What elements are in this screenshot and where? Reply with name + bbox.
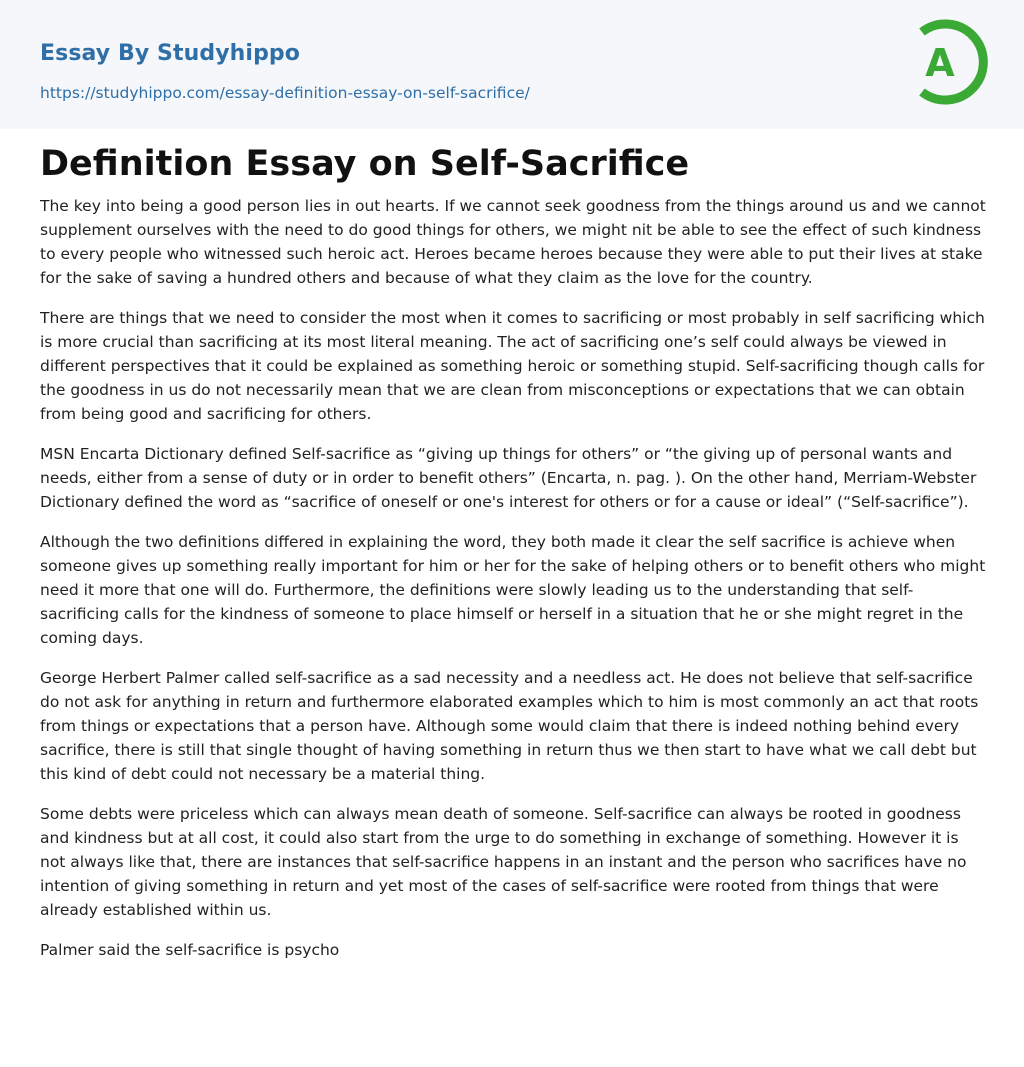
site-brand[interactable]: Essay By Studyhippo (40, 41, 300, 66)
essay-paragraph: Some debts were priceless which can always mean death of someone. Self-sacrifice can always be rooted in goodness and kindness but at all cost, it could also start from the urge to do something in exchange of something. However it is not always like that, there are instances that self-sacrifice happens in an instant and the person who sacrifices have no intention of giving something in return and yet most of the cases of self-sacrifice were rooted from things that were already established within us. (40, 805, 967, 919)
essay-paragraph: There are things that we need to consider the most when it comes to sacrificing or most probably in self sacrificing which is more crucial than sacrificing at its most literal meaning. The act of sacrificing one’s self could always be viewed in different perspectives that it could be explained as something heroic or something stupid. Self-sacrificing though calls for the goodness in us do not necessarily mean that we are clean from misconceptions or expectations that we can obtain from being good and sacrificing for others. (40, 309, 985, 423)
essay-paragraph: The key into being a good person lies in out hearts. If we cannot seek goodness from the things around us and we cannot supplement ourselves with the need to do good things for others, we might nit be able to see the effect of such kindness to every people who witnessed such heroic act. Heroes became heroes because they were able to put their lives at stake for the sake of saving a hundred others and because of what they claim as the love for the country. (40, 197, 986, 287)
essay-title: Definition Essay on Self-Sacrifice (40, 144, 690, 184)
essay-paragraph: Palmer said the self-sacrifice is psycho (40, 941, 340, 959)
essay-body (40, 194, 986, 978)
essay-paragraph: Although the two definitions differed in explaining the word, they both made it clear the self sacrifice is achieve when someone gives up something really important for him or her for the sake of helping others or to benefit others who might need it more that one will do. Furthermore, the definitions were slowly leading us to the understanding that self-sacrificing calls for the kindness of someone to place himself or herself in a situation that he or she might regret in the coming days. (40, 533, 986, 647)
essay-paragraph: George Herbert Palmer called self-sacrifice as a sad necessity and a needless act. He does not believe that self-sacrifice do not ask for anything in return and furthermore elaborated examples which to him is most commonly an act that roots from things or expectations that a person have. Although some would claim that there is indeed nothing behind every sacrifice, there is still that single thought of having something in return thus we then start to have what we call debt but this kind of debt could not necessary be a material thing. (40, 669, 979, 783)
page-header (0, 0, 1024, 129)
essay-paragraph: MSN Encarta Dictionary defined Self-sacrifice as “giving up things for others” or “the giving up of personal wants and needs, either from a sense of duty or in order to benefit others” (Encarta, n. pag. ). On the other hand, Merriam-Webster Dictionary defined the word as “sacrifice of oneself or one's interest for others or for a cause or ideal” (“Self-sacrifice”). (40, 445, 977, 511)
source-url-link[interactable]: https://studyhippo.com/essay-definition-essay-on-self-sacrifice/ (40, 84, 530, 102)
logo-letter: A (925, 41, 955, 85)
studyhippo-logo-icon[interactable] (900, 18, 988, 106)
